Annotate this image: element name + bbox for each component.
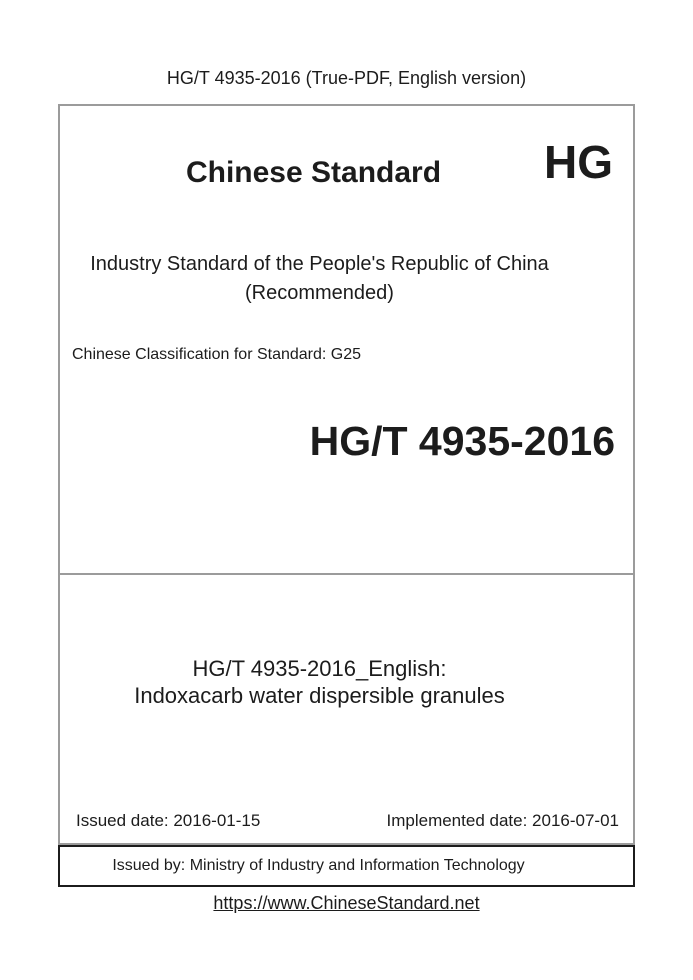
english-title-block — [60, 655, 633, 709]
issued-date: Issued date: 2016-01-15 — [76, 811, 261, 830]
section-divider — [60, 573, 633, 575]
site-url-link[interactable]: https://www.ChineseStandard.net — [213, 893, 480, 913]
issuer-text: Issued by: Ministry of Industry and Information Technology — [112, 857, 525, 874]
english-title-line1: HG/T 4935-2016_English: — [192, 656, 447, 681]
dates-row — [76, 811, 619, 831]
hg-logo: HG — [544, 136, 613, 188]
issuer-box — [58, 845, 635, 887]
subtitle-line2: (Recommended) — [245, 282, 394, 304]
cover-box — [58, 104, 635, 845]
standard-number: HG/T 4935-2016 — [309, 418, 615, 464]
brand-title: Chinese Standard — [185, 156, 442, 189]
implemented-date: Implemented date: 2016-07-01 — [386, 811, 619, 830]
subtitle-line1: Industry Standard of the People's Republic of China — [90, 253, 549, 275]
english-title-line2: Indoxacarb water dispersible granules — [134, 683, 505, 708]
subtitle-block — [60, 250, 633, 308]
document-header: HG/T 4935-2016 (True-PDF, English version) — [166, 68, 527, 88]
classification-note: Chinese Classification for Standard: G25 — [72, 346, 362, 363]
footer — [0, 893, 693, 914]
